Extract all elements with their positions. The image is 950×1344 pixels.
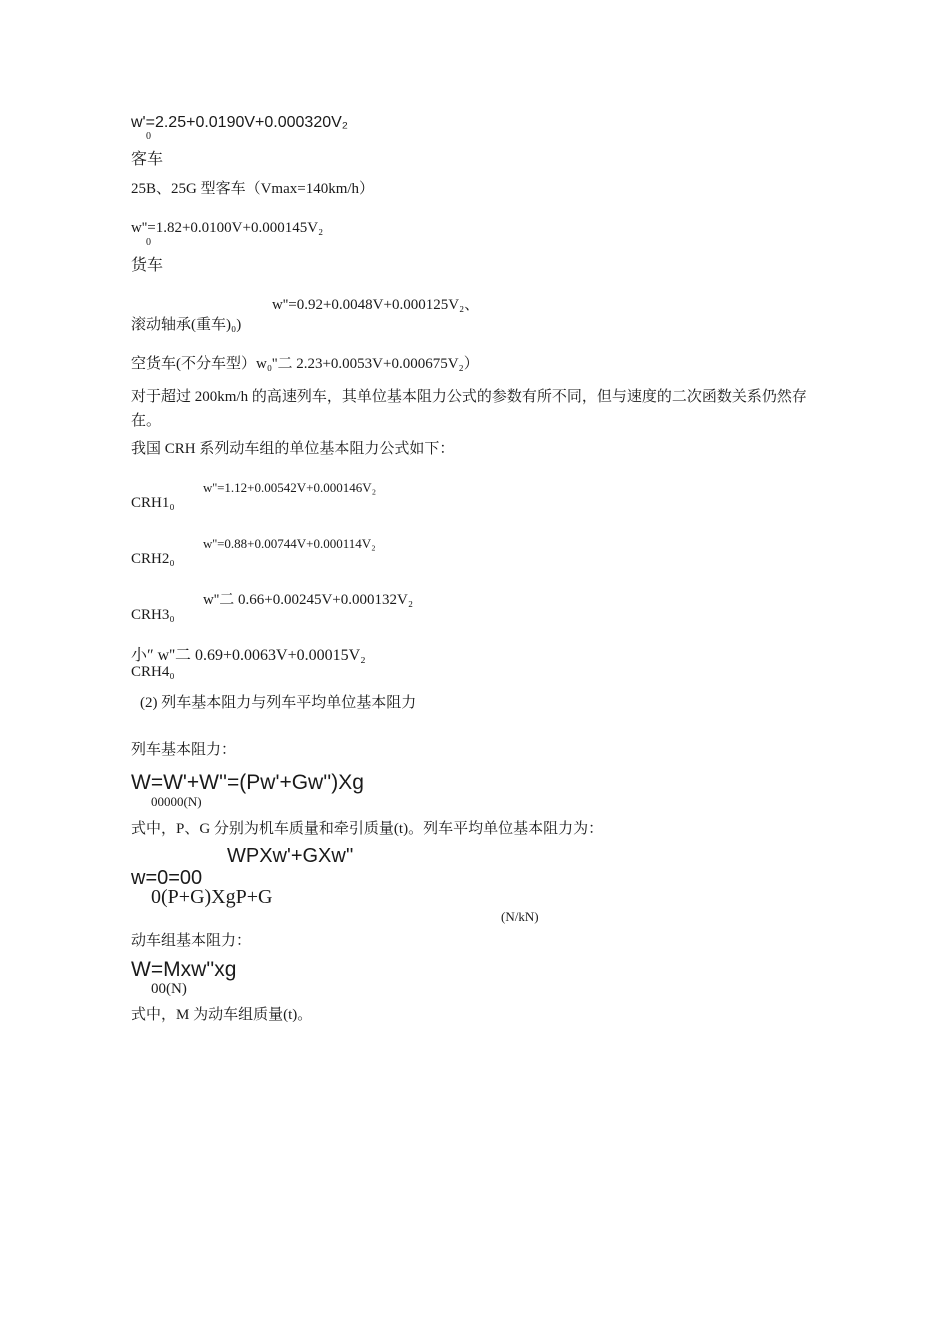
formula-crh1: w''=1.12+0.00542V+0.000146V₂ [203, 480, 377, 495]
average-resistance-denominator: 0(P+G)XgP+G [151, 886, 273, 908]
average-resistance-unit: (N/kN) [501, 909, 539, 924]
formula-locomotive-subscript: 0 [146, 131, 151, 142]
crh4-label: CRH4₀ [131, 664, 175, 680]
passenger-car-heading: 客车 [131, 151, 164, 168]
emu-resistance-formula-subscript: 00(N) [151, 981, 187, 997]
formula-crh4: 小″ w''二 0.69+0.0063V+0.00015V₂ [131, 647, 366, 664]
train-resistance-formula: W=W'+W''=(Pw'+Gw'')Xg [131, 771, 364, 794]
train-resistance-label: 列车基本阻力： [131, 742, 237, 758]
average-resistance-numerator: WPXw'+GXw'' [227, 845, 354, 867]
emu-where-text: 式中，M 为动车组质量(t)。 [131, 1007, 313, 1023]
formula-crh2: w''=0.88+0.00744V+0.000114V₂ [203, 536, 376, 551]
crh3-label: CRH3₀ [131, 607, 175, 623]
emu-resistance-formula: W=Mxw''xg [131, 958, 237, 981]
passenger-car-types: 25B、25G 型客车（Vmax=140km/h） [131, 181, 375, 197]
where-explanation-text: 式中，P、G 分别为机车质量和牵引质量(t)。列车平均单位基本阻力为： [131, 821, 604, 837]
train-resistance-formula-subscript: 00000(N) [151, 794, 202, 809]
crh-intro-text: 我国 CRH 系列动车组的单位基本阻力公式如下： [131, 441, 455, 457]
formula-passenger-subscript: 0 [146, 237, 151, 248]
freight-car-heading: 货车 [131, 257, 164, 274]
crh2-label: CRH2₀ [131, 551, 175, 567]
formula-freight-loaded: w''=0.92+0.0048V+0.000125V₂、 [272, 297, 480, 313]
average-resistance-left: w=0=00 [131, 867, 203, 889]
formula-crh3: w''二 0.66+0.00245V+0.000132V₂ [203, 592, 414, 608]
highspeed-paragraph: 对于超过 200km/h 的高速列车，其单位基本阻力公式的参数有所不同，但与速度的二次函数关系仍然存在。 [131, 389, 807, 429]
formula-locomotive: w'=2.25+0.0190V+0.000320V₂ [131, 114, 349, 131]
emu-resistance-label: 动车组基本阻力： [131, 933, 252, 949]
formula-passenger: w''=1.82+0.0100V+0.000145V₂ [131, 220, 324, 236]
formula-freight-empty: 空货车(不分车型）w₀''二 2.23+0.0053V+0.000675V₂） [131, 356, 479, 372]
crh1-label: CRH1₀ [131, 495, 175, 511]
freight-loaded-label: 滚动轴承(重车)₀) [131, 317, 242, 333]
section-2-heading: (2) 列车基本阻力与列车平均单位基本阻力 [140, 695, 417, 711]
